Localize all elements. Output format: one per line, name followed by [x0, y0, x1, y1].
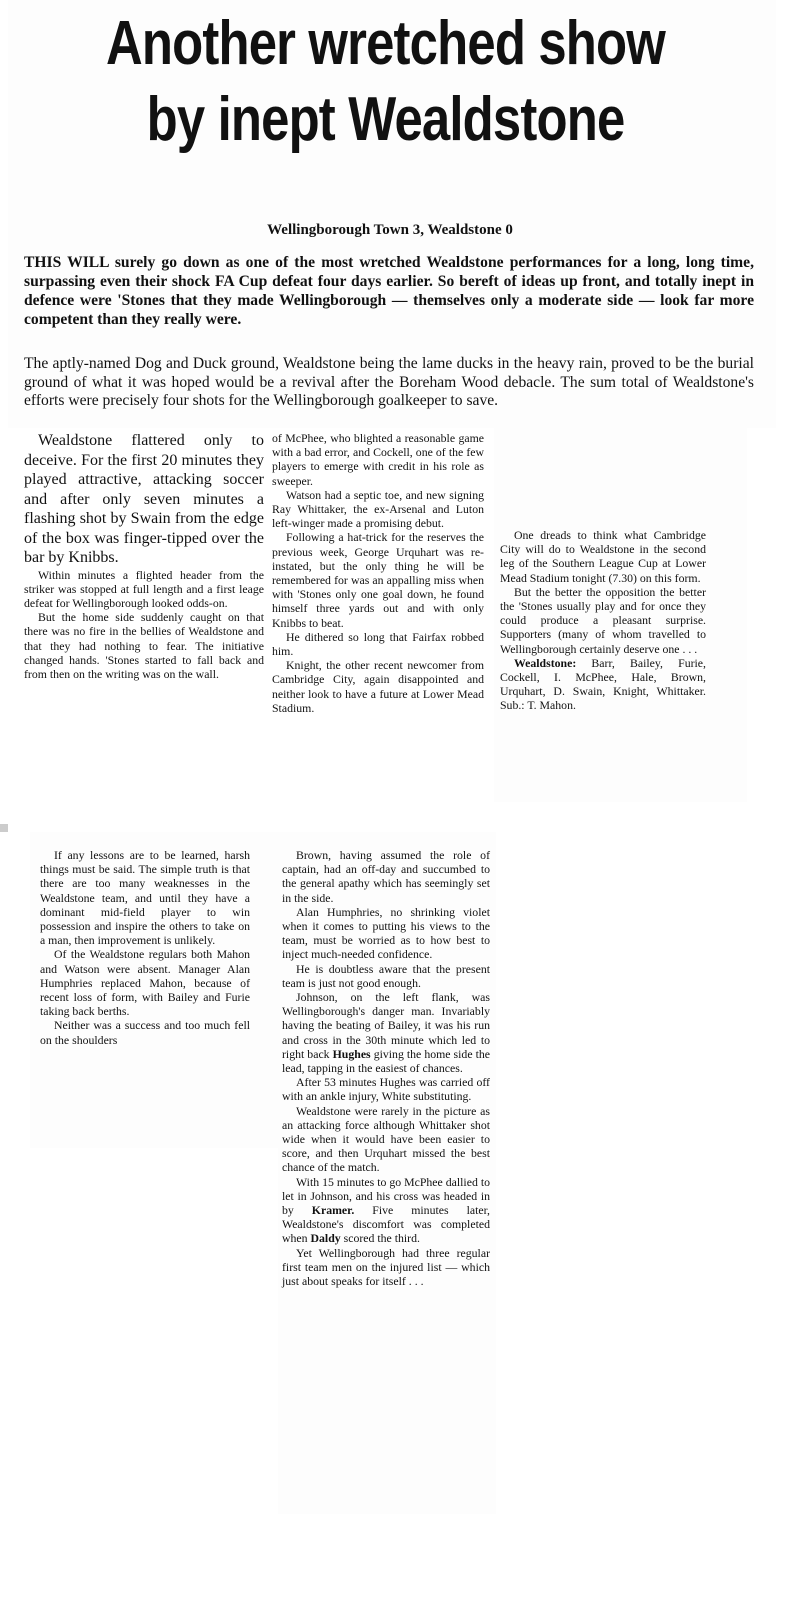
- article-paragraph: Knight, the other recent newcomer from Cambridge City, again disappointed and neither look to have a future at Lower Mead Stadium.: [272, 658, 484, 715]
- article-paragraph: Brown, having assumed the role of captain, had an off-day and succumbed to the general apathy which has seemingly set in the side.: [282, 848, 490, 905]
- team-lineup-label: Wealdstone:: [514, 655, 577, 670]
- article-column-5: [282, 848, 490, 1288]
- team-lineup: [500, 656, 706, 713]
- article-paragraph: But the home side suddenly caught on that there was no fire in the bellies of Wealdstone and that they had nothing to fear. The initiative changed hands. 'Stones started to fall back and from then on the writing was on the wall.: [24, 610, 264, 681]
- article-column-4: [40, 848, 250, 1047]
- article-text: Five minutes later, Wealdstone's discomfort was completed when: [282, 1203, 491, 1246]
- article-paragraph: One dreads to think what Cambridge City will do to Wealdstone in the second leg of the Southern League Cup at Lower Mead Stadium tonight (7.30) on this form.: [500, 528, 706, 585]
- headline-line-2: by inept Wealdstone: [146, 85, 625, 154]
- article-paragraph: Of the Wealdstone regulars both Mahon and Watson were absent. Manager Alan Humphries replaced Mahon, because of recent loss of form, with Bailey and Furie taking back berths.: [40, 947, 250, 1019]
- article-column-3: [500, 528, 706, 713]
- article-paragraph: But the better the opposition the better the 'Stones usually play and for once they could produce a pleasant surprise. Supporters (many of whom travelled to Wellingborough certainly deserve one . . .: [500, 584, 706, 656]
- match-result-subhead: Wellingborough Town 3, Wealdstone 0: [267, 222, 513, 238]
- article-text: With 15 minutes to go McPhee dallied to let in Johnson, and his cross was headed in by: [282, 1174, 490, 1218]
- article-text: giving the home side the lead, tapping in the easiest of chances.: [282, 1046, 490, 1076]
- intro-paragraph: THIS WILL surely go down as one of the most wretched Wealdstone performances for a long, long time, surpassing even their shock FA Cup defeat four days earlier. So bereft of ideas up front, and totally inept in defence were 'Stones that they made Wellingborough — themselves only a moderate side — look far more competent than they really were.: [24, 254, 754, 328]
- article-paragraph: [282, 1175, 490, 1246]
- player-name: Daldy: [310, 1231, 341, 1246]
- article-column-2: [272, 431, 484, 715]
- article-paragraph: Within minutes a flighted header from the striker was stopped at full length and a first leage defeat for Wellingborough looked odds-on.: [24, 567, 264, 610]
- article-text: scored the third.: [340, 1231, 420, 1246]
- player-name: Hughes: [332, 1046, 371, 1061]
- article-text: Johnson, on the left flank, was Wellingborough's danger man. Invariably having the beating of Bailey, it was his run and cross in the 30th minute which led to right back: [282, 990, 490, 1061]
- article-paragraph: Yet Wellingborough had three regular first team men on the injured list — which just about speaks for itself . . .: [282, 1245, 490, 1289]
- article-paragraph: Alan Humphries, no shrinking violet when it comes to putting his views to the team, must be worried as to how best to inject much-needed confidence.: [282, 904, 490, 962]
- headline-line-1: Another wretched show: [105, 9, 666, 78]
- article-paragraph: Wealdstone were rarely in the picture as an attacking force although Whittaker shot wide when it would have been easier to score, and then Urquhart missed the best chance of the match.: [282, 1103, 490, 1175]
- headline: [84, 6, 687, 158]
- article-column-1: [24, 431, 264, 681]
- article-paragraph: [282, 990, 490, 1075]
- lead-paragraph: The aptly-named Dog and Duck ground, Wealdstone being the lame ducks in the heavy rain, proved to be the burial ground of what it was hoped would be a revival after the Boreham Wood debacle. The sum total of Wealdstone's efforts were precisely four shots for the Wellingborough goalkeeper to save.: [24, 355, 754, 409]
- article-paragraph: Wealdstone flattered only to deceive. For the first 20 minutes they played attractive, attacking soccer and after only seven minutes a flashing shot by Swain from the edge of the box was finger-tipped over the bar by Knibbs.: [24, 432, 264, 566]
- article-paragraph: After 53 minutes Hughes was carried off with an ankle injury, White substituting.: [282, 1075, 490, 1104]
- article-paragraph: He is doubtless aware that the present team is just not good enough.: [282, 961, 490, 990]
- clipping-edge-mark: [0, 824, 8, 832]
- article-paragraph: of McPhee, who blighted a reasonable game with a bad error, and Cockell, one of the few players to emerge with credit in his role as sweeper.: [272, 431, 484, 488]
- player-name: Kramer.: [311, 1203, 355, 1218]
- article-paragraph: Neither was a success and too much fell on the shoulders: [40, 1018, 250, 1047]
- article-paragraph: If any lessons are to be learned, harsh things must be said. The simple truth is that there are too many weaknesses in the Wealdstone team, and until they have a dominant mid-field player to win possession and inspire the others to take on a man, then improvement is unlikely.: [40, 848, 250, 948]
- team-lineup-players: Barr, Bailey, Furie, Cockell, I. McPhee, Hale, Brown, Urquhart, D. Swain, Knight, Whittaker. Sub.: T. Mahon.: [500, 655, 706, 713]
- article-paragraph: He dithered so long that Fairfax robbed him.: [272, 629, 484, 659]
- article-paragraph: Following a hat-trick for the reserves the previous week, George Urquhart was re-instated, but the only thing he will be remembered for was an appalling miss when with 'Stones only one goal down, he found himself three yards out and with only Knibbs to beat.: [272, 530, 484, 630]
- article-paragraph: Watson had a septic toe, and new signing Ray Whittaker, the ex-Arsenal and Luton left-winger made a promising debut.: [272, 487, 484, 531]
